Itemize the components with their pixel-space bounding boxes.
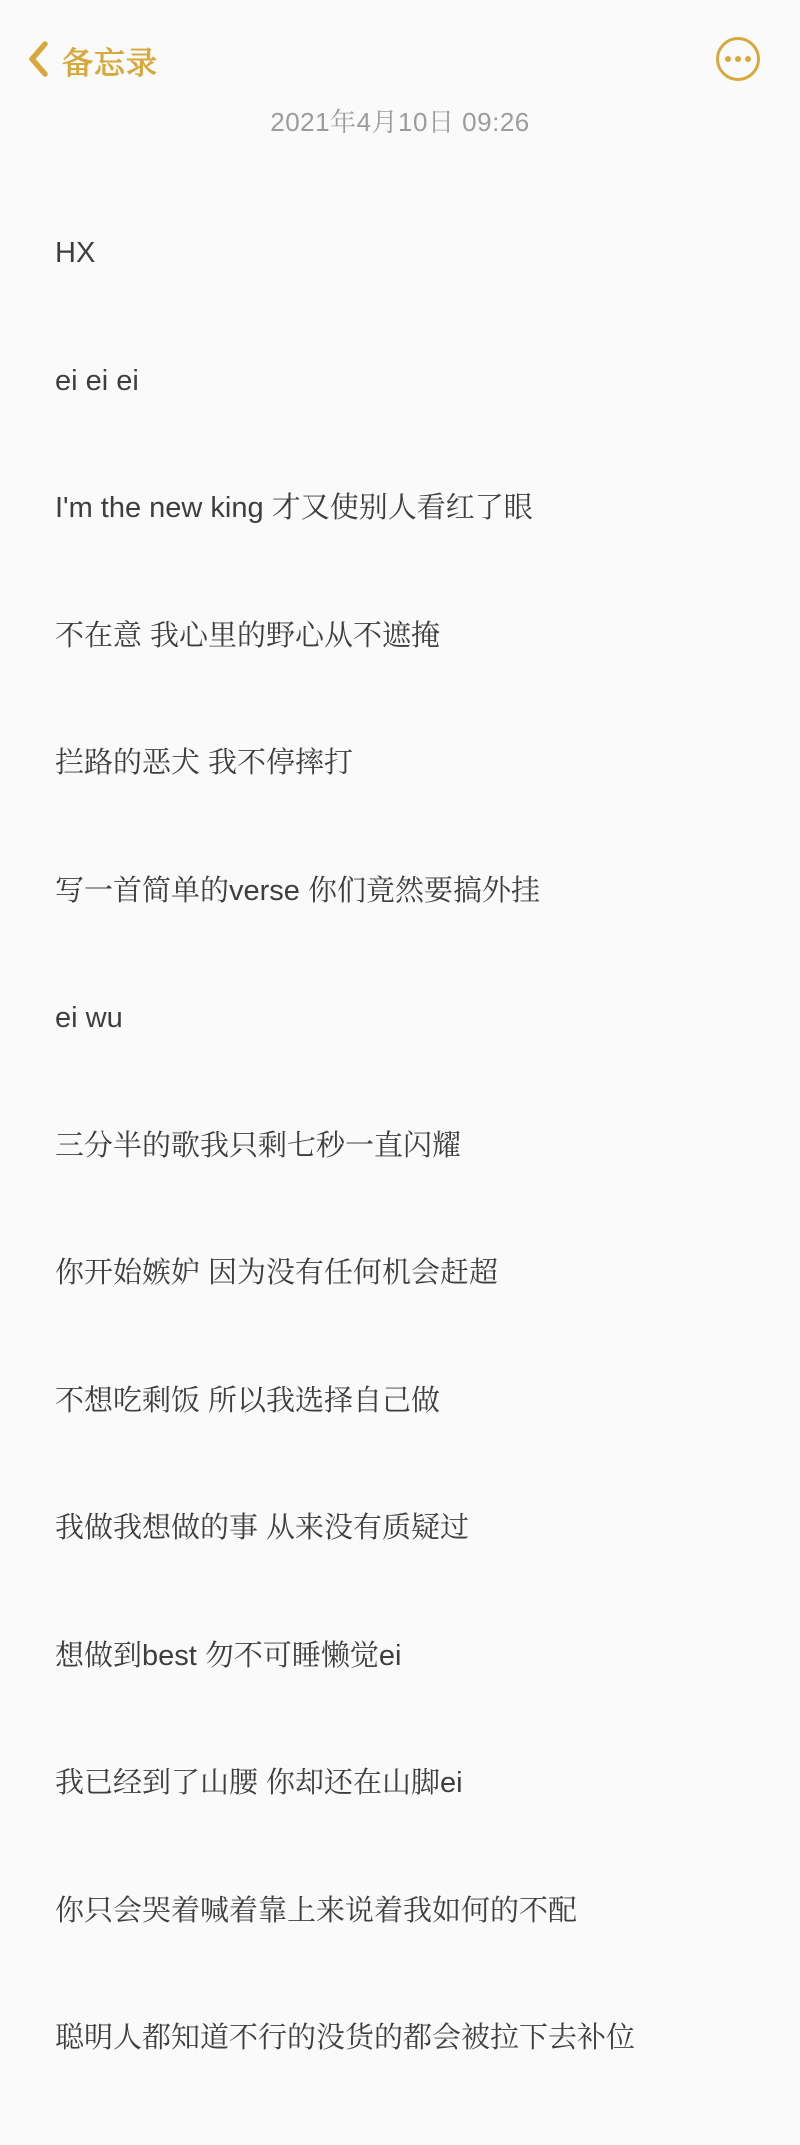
note-line: 拦路的恶犬 我不停摔打 [55, 747, 354, 779]
note-line: 你开始嫉妒 因为没有任何机会赶超 [55, 1257, 499, 1289]
more-options-button[interactable] [716, 37, 760, 81]
note-line: 我已经到了山腰 你却还在山脚ei [55, 1767, 463, 1799]
note-line: 三分半的歌我只剩七秒一直闪耀 [55, 1129, 462, 1162]
nav-bar [0, 0, 800, 96]
note-line: ei wu [55, 1002, 123, 1034]
note-timestamp: 2021年4月10日 09:26 [270, 107, 530, 137]
note-line: ei ei ei [55, 364, 139, 397]
note-body[interactable] [55, 147, 775, 2145]
note-line: I'm the new king 才又使别人看红了眼 [55, 492, 533, 524]
note-line: 聪明人都知道不行的没货的都会被拉下去补位 [55, 2022, 636, 2054]
back-button-label: 备忘录 [62, 46, 158, 81]
chevron-left-icon [26, 40, 50, 81]
note-line: 写一首简单的verse 你们竟然要搞外挂 [55, 874, 540, 907]
note-line: 我做我想做的事 从来没有质疑过 [55, 1512, 470, 1544]
back-button[interactable] [26, 38, 158, 83]
note-line: 不在意 我心里的野心从不遮掩 [55, 619, 441, 652]
note-line: 你只会哭着喊着靠上来说着我如何的不配 [55, 1894, 578, 1927]
note-line: 不想吃剩饭 所以我选择自己做 [55, 1384, 441, 1417]
note-line: 想做到best 勿不可睡懒觉ei [55, 1639, 402, 1672]
note-line: HX [55, 237, 96, 269]
ellipsis-icon [725, 56, 751, 62]
